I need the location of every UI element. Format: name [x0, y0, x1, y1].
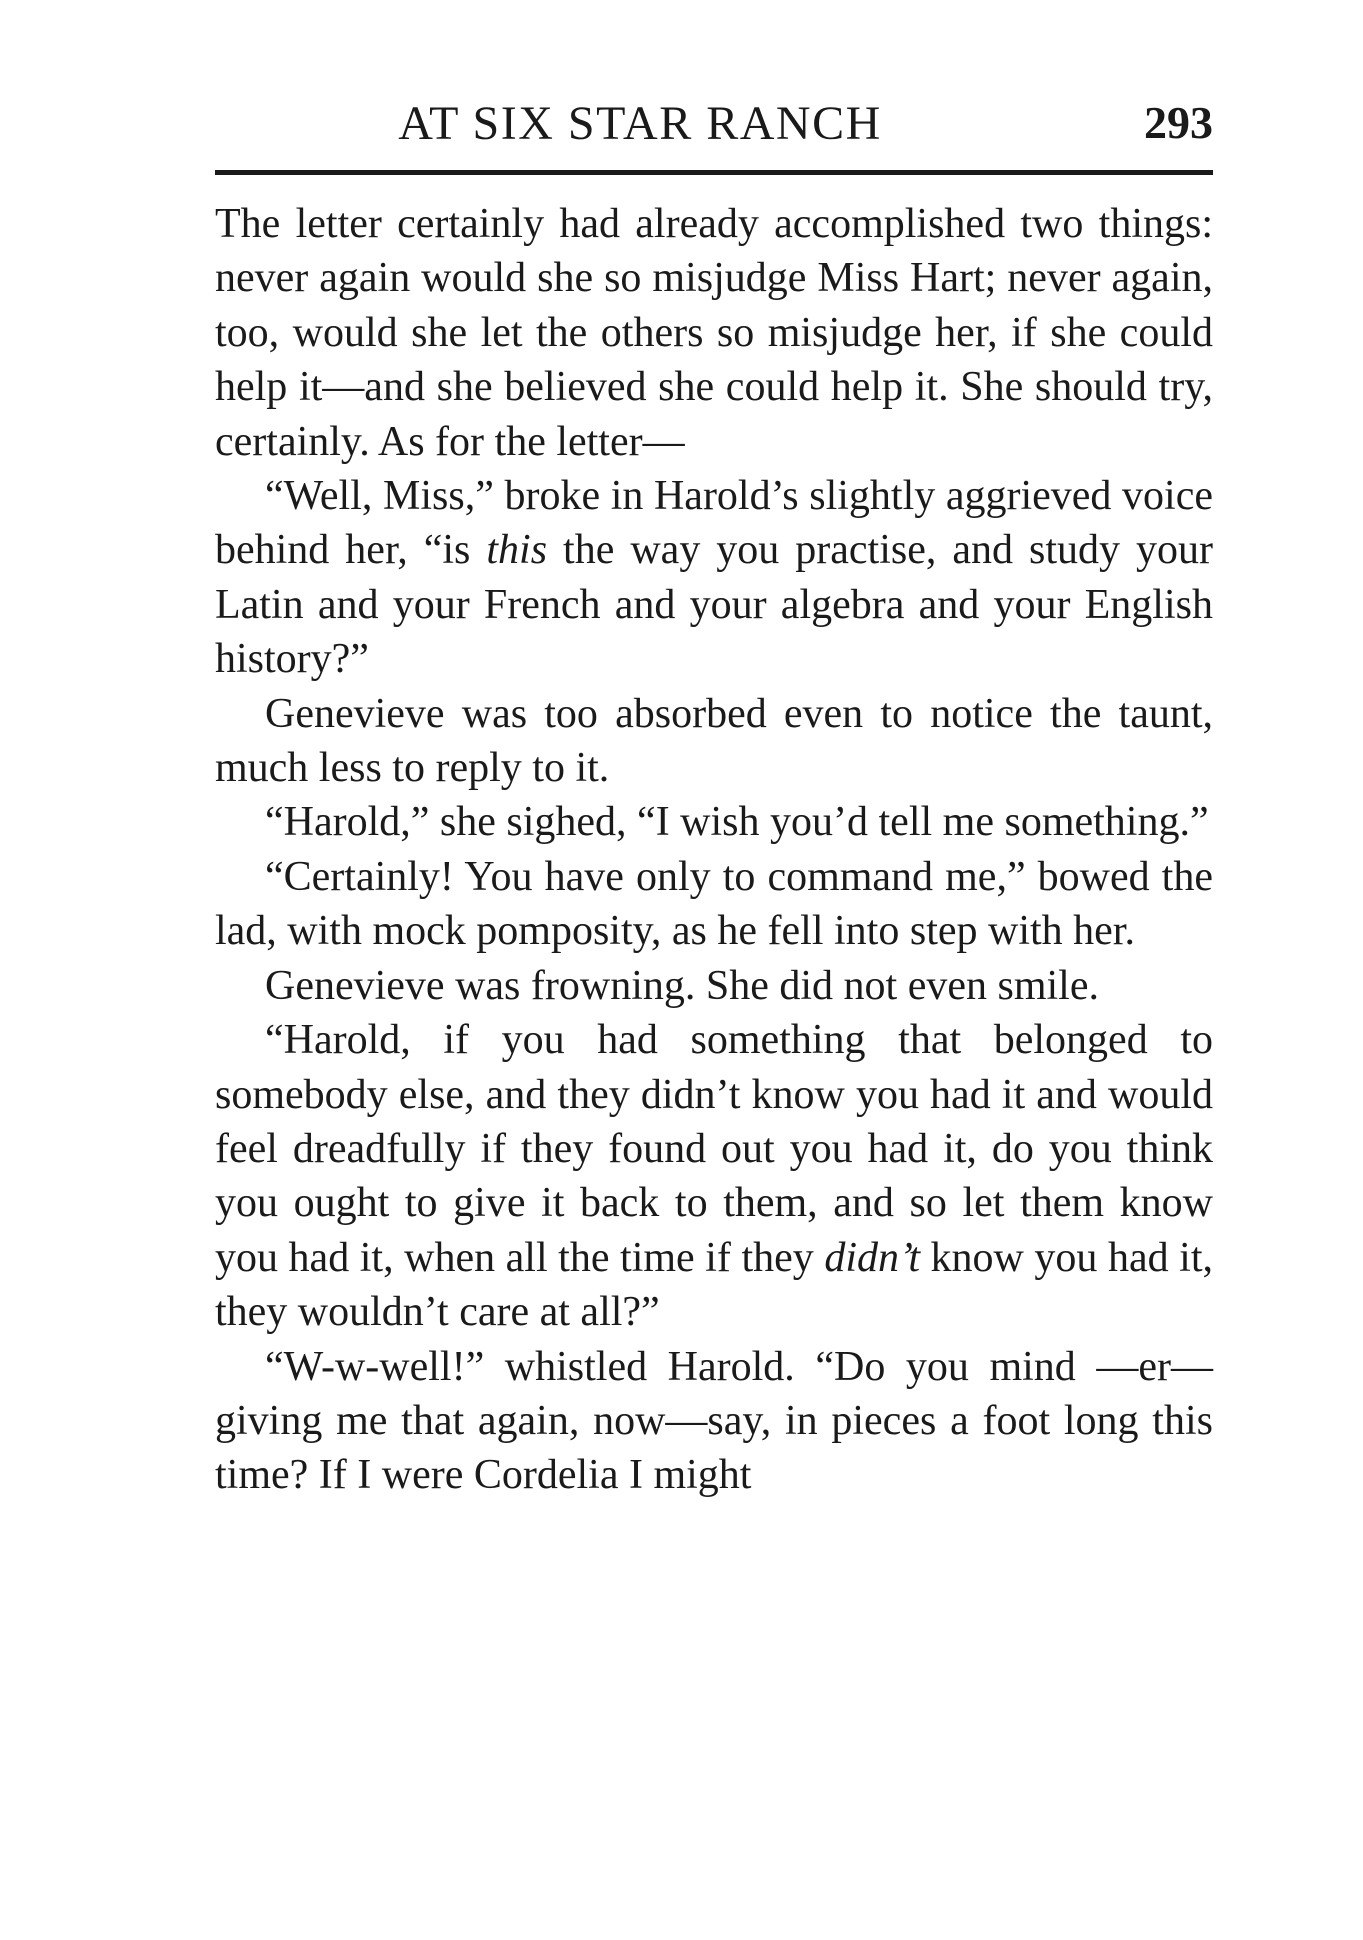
text-segment: “W-w-well!” whistled Harold. “Do you mind —er—giving me that again, now—say, in pieces a foot long this time? If I were Cordelia I might — [215, 1343, 1213, 1499]
paragraph — [215, 850, 1213, 959]
text-segment: know you had it, they wouldn’t care at all?” — [215, 1234, 1213, 1336]
italic-text: this — [486, 527, 548, 574]
paragraph — [215, 795, 1213, 849]
paragraph — [215, 687, 1213, 796]
text-segment: “Harold,” she sighed, “I wish you’d tell me something.” — [265, 799, 1209, 846]
text-segment: Genevieve was frowning. She did not even smile. — [265, 962, 1099, 1009]
paragraph — [215, 959, 1213, 1013]
text-segment: the way you practise, and study your Latin and your French and your algebra and your English history?” — [215, 527, 1213, 683]
text-segment: Genevieve was too absorbed even to notice the taunt, much less to reply to it. — [215, 690, 1213, 792]
paragraph — [215, 1013, 1213, 1339]
text-segment: “Well, Miss,” broke in Harold’s slightly aggrieved voice behind her, “is — [215, 473, 1213, 574]
running-title: AT SIX STAR RANCH — [398, 97, 882, 150]
italic-text: didn’t — [824, 1234, 920, 1281]
header-rule — [215, 170, 1213, 175]
paragraph — [215, 1340, 1213, 1503]
body-text — [215, 197, 1213, 1503]
paragraph — [215, 469, 1213, 687]
text-segment: “Certainly! You have only to command me,” bowed the lad, with mock pomposity, as he fell into step with her. — [215, 853, 1213, 955]
text-segment: The letter certainly had already accomplished two things: never again would she so misjudge Miss Hart; never again, too, would she let the others so misjudge her, if she could help it—and she believed she could help it. She should try, certainly. As for the letter— — [215, 201, 1213, 465]
page-number: 293 — [1144, 97, 1213, 148]
page-header — [215, 92, 1213, 162]
paragraph — [215, 197, 1213, 469]
text-segment: “Harold, if you had something that belonged to somebody else, and they didn’t know you had it and would feel dreadfully if they found out you had it, do you think you ought to give it back to them, and so let them know you had it, when all the time if they — [215, 1017, 1213, 1281]
